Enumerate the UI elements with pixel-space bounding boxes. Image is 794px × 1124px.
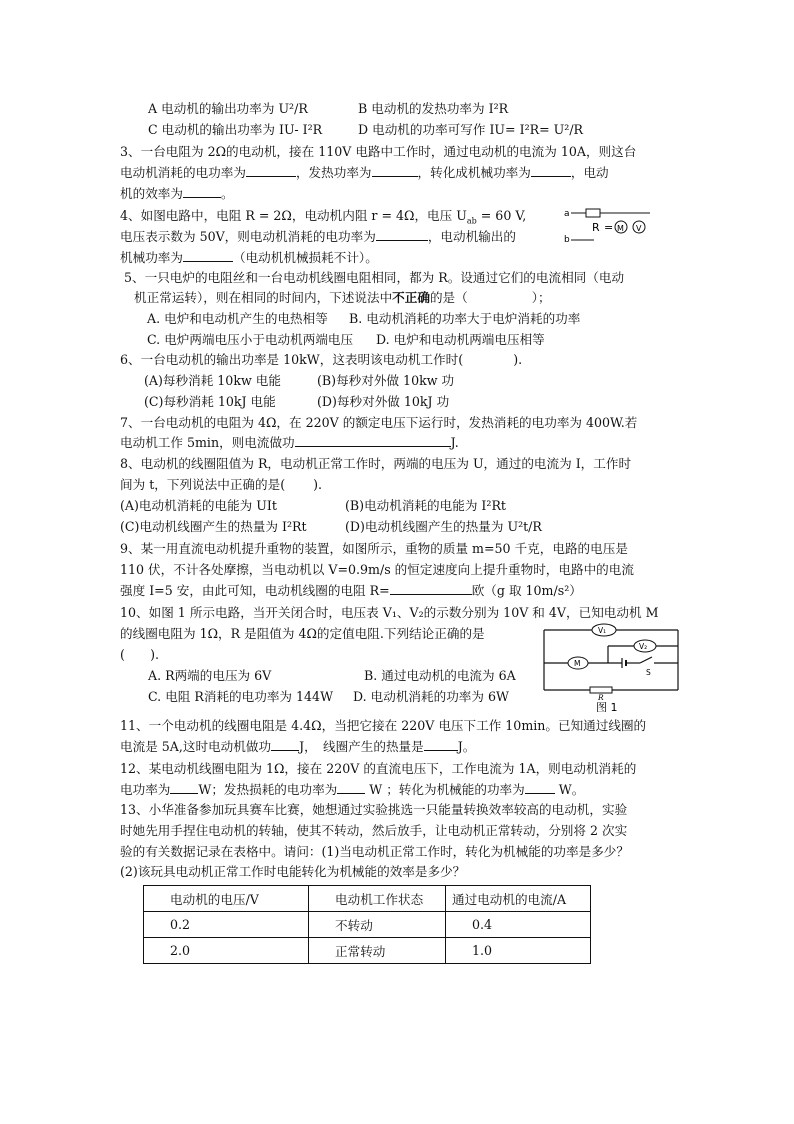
q11-blank-work[interactable] <box>271 737 299 751</box>
q4-line3: 机械功率为 （电动机机械损耗不计）。 <box>120 250 378 265</box>
q9-line3: 强度 I=5 安，由此可知，电动机线圈的电阻 R= 欧（g 取 10m/s²） <box>120 583 582 598</box>
table-row <box>144 938 591 964</box>
table-row <box>144 912 591 938</box>
q11-blank-heat[interactable] <box>424 737 458 751</box>
q8-option-c: (C)电动机线圈产生的热量为 I²Rt <box>120 519 307 534</box>
q6-option-b: (B)每秒对外做 10kw 功 <box>317 373 455 388</box>
table-cell: 正常转动 <box>309 938 446 964</box>
q11-line2: 电流是 5A,这时电动机做功 J， 线圈产生的热量是 J。 <box>120 739 476 754</box>
table-header-cell: 电动机工作状态 <box>309 886 446 912</box>
q11-line1: 11、一个电动机的线圈电阻是 4.4Ω，当把它接在 220V 电压下工作 10min。已知通过线圈的 <box>120 718 647 733</box>
q4-circuit-figure <box>564 204 654 244</box>
q4-blank-power[interactable] <box>376 227 428 241</box>
q4-fig-label-a: a <box>564 209 570 219</box>
q10-line2: 的线圈电阻为 1Ω，R 是阻值为 4Ω的定值电阻.下列结论正确的是 <box>120 626 485 641</box>
q5-line2: 机正常运转），则在相同的时间内，下述说法中不正确的是（ ）； <box>134 290 551 305</box>
table-cell: 2.0 <box>144 938 309 964</box>
q2-option-a: A 电动机的输出功率为 U²/R <box>148 101 308 116</box>
q3-line3: 机的效率为 。 <box>120 186 234 201</box>
q9-line2: 110 伏，不计各处摩擦，当电动机以 V=0.9m/s 的恒定速度向上提升重物时，电路中的电流 <box>120 562 634 577</box>
q4-line2: 电压表示数为 50V，则电动机消耗的电功率为 ，电动机输出的 <box>120 229 516 244</box>
q9-line1: 9、某一用直流电动机提升重物的装置，如图所示，重物的质量 m=50 千克，电路的电压是 <box>120 541 628 556</box>
q12-blank-mech[interactable] <box>525 780 555 794</box>
svg-text:S: S <box>646 668 651 677</box>
q3-line2: 电动机消耗的电功率为 ，发热功率为 ，转化成机械功率为 ，电动 <box>120 165 609 180</box>
q13-line1: 13、小华准备参加玩具赛车比赛，她想通过实验挑选一只能量转换效率较高的电动机，实验 <box>120 802 628 817</box>
table-header-cell: 通过电动机的电流/A <box>446 886 591 912</box>
q12-line2: 电功率为 W；发热损耗的电功率为 W ；转化为机械能的功率为 W。 <box>120 782 585 797</box>
q5-option-c: C. 电炉两端电压小于电动机两端电压 <box>147 332 354 347</box>
q7-line1: 7、一台电动机的电阻为 4Ω，在 220V 的额定电压下运行时，发热消耗的电功率为 400W.若 <box>120 415 638 430</box>
table-cell: 不转动 <box>309 912 446 938</box>
q10-line1: 10、如图 1 所示电路，当开关闭合时，电压表 V₁、V₂的示数分别为 10V 和 4V，已知电动机 M <box>120 605 659 620</box>
q2-option-b: B 电动机的发热功率为 I²R <box>358 101 509 116</box>
q12-blank-heat[interactable] <box>337 780 365 794</box>
q7-blank-work[interactable] <box>295 433 451 447</box>
svg-text:M: M <box>617 224 624 233</box>
q9-blank-resistance[interactable] <box>390 581 472 595</box>
q6-option-a: (A)每秒消耗 10kw 电能 <box>144 373 281 388</box>
q3-blank-mech[interactable] <box>531 163 571 177</box>
table-cell: 1.0 <box>446 938 591 964</box>
q3-blank-heat[interactable] <box>372 163 418 177</box>
q6-line1: 6、一台电动机的输出功率是 10kW，这表明该电动机工作时( ). <box>120 352 523 367</box>
svg-text:V₂: V₂ <box>639 642 648 651</box>
q3-line1: 3、一台电阻为 2Ω的电动机，接在 110V 电路中工作时，通过电动机的电流为 10A，则这台 <box>120 144 637 159</box>
q10-option-d: D. 电动机消耗的功率为 6W <box>353 689 509 704</box>
q4-line1: 4、如图电路中，电阻 R = 2Ω，电动机内阻 r = 4Ω，电压 $U_{ab} = 60$ V, <box>120 208 527 226</box>
q13-line3: 验的有关数据记录在表格中。请问：(1)当电动机正常工作时，转化为机械能的功率是多少？ <box>120 844 629 859</box>
q6-option-d: (D)每秒对外做 10kJ 功 <box>317 394 450 409</box>
q13-line4: (2)该玩具电动机正常工作时电能转化为机械能的效率是多少？ <box>120 864 466 879</box>
svg-text:=: = <box>604 221 614 234</box>
table-header-row <box>144 886 591 912</box>
data-table <box>143 885 591 964</box>
table-cell: 0.2 <box>144 912 309 938</box>
q6-option-c: (C)每秒消耗 10kJ 电能 <box>144 394 276 409</box>
table-header-cell: 电动机的电压/V <box>144 886 309 912</box>
q10-option-b: B. 通过电动机的电流为 6A <box>364 668 516 683</box>
svg-text:R: R <box>598 693 604 702</box>
q13-line2: 时她先用手捏住电动机的转轴，使其不转动，然后放手，让电动机正常转动，分别将 2 次实 <box>120 823 628 838</box>
q5-option-d: D. 电炉和电动机两端电压相等 <box>376 332 545 347</box>
q10-fig-switch <box>640 657 652 663</box>
svg-text:V₁: V₁ <box>598 626 607 635</box>
q8-option-a: (A)电动机消耗的电能为 UIt <box>120 498 277 513</box>
q10-fig-caption: 图 1 <box>596 701 618 712</box>
q10-line3: ( ). <box>120 647 160 662</box>
q8-line1: 8、电动机的线圈阻值为 R，电动机正常工作时，两端的电压为 U，通过的电流为 I，工作时 <box>120 456 632 471</box>
q3-blank-power[interactable] <box>246 163 296 177</box>
q5-line1: 5、一只电炉的电阻丝和一台电动机线圈电阻相同，都为 R。设通过它们的电流相同（电动 <box>124 270 625 285</box>
q10-option-c: C. 电阻 R消耗的电功率为 144W <box>148 689 334 704</box>
svg-text:R: R <box>592 221 600 234</box>
svg-text:M: M <box>574 659 581 668</box>
q4-fig-resistor <box>586 209 600 217</box>
table-cell: 0.4 <box>446 912 591 938</box>
q4-fig-label-b: b <box>564 235 570 244</box>
q8-option-b: (B)电动机消耗的电能为 I²Rt <box>345 498 506 513</box>
q7-line2: 电动机工作 5min，则电流做功 J. <box>120 435 459 450</box>
q4-blank-mech[interactable] <box>183 248 233 262</box>
q2-option-d: D 电动机的功率可写作 IU= I²R= U²/R <box>358 122 584 137</box>
q8-option-d: (D)电动机线圈产生的热量为 U²t/R <box>345 519 542 534</box>
q5-option-a: A. 电炉和电动机产生的电热相等 <box>147 311 328 326</box>
q12-blank-power[interactable] <box>170 780 198 794</box>
q8-line2: 间为 t，下列说法中正确的是( ). <box>120 477 323 492</box>
q3-blank-efficiency[interactable] <box>183 184 221 198</box>
q2-option-c: C 电动机的输出功率为 IU- I²R <box>148 122 323 137</box>
q10-circuit-figure <box>538 620 684 712</box>
q5-option-b: B. 电动机消耗的功率大于电炉消耗的功率 <box>349 311 581 326</box>
q12-line1: 12、某电动机线圈电阻为 1Ω，接在 220V 的直流电压下，工作电流为 1A，则电动机消耗的 <box>120 761 637 776</box>
q10-option-a: A. R两端的电压为 6V <box>148 668 272 683</box>
svg-text:V: V <box>636 224 642 233</box>
